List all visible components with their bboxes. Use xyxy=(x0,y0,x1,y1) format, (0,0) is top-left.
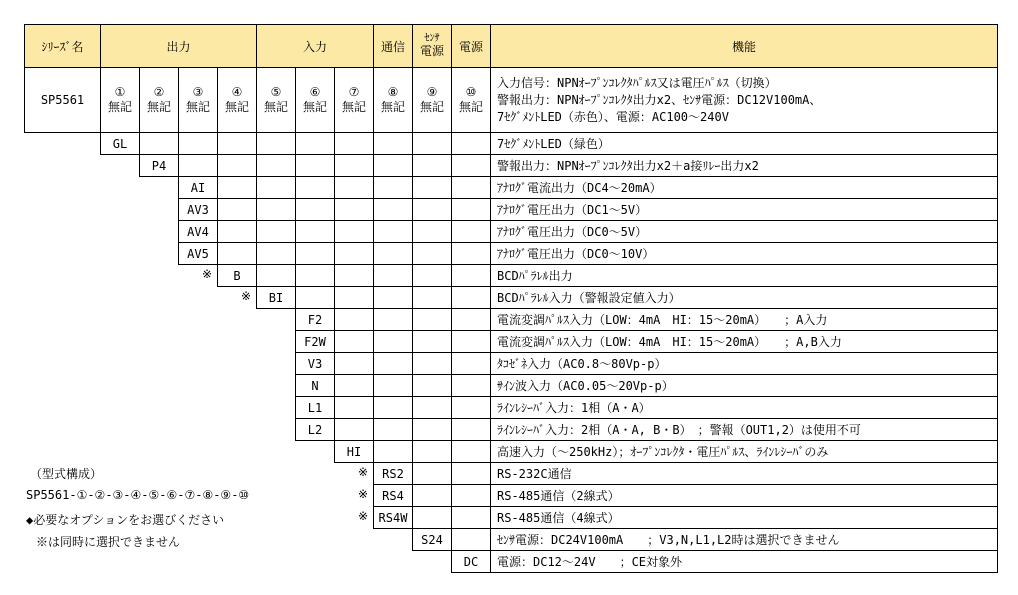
option-empty-cell xyxy=(373,198,413,221)
option-code: AI xyxy=(178,176,218,199)
option-code: BI xyxy=(256,286,296,309)
option-empty-cell xyxy=(217,220,257,243)
option-empty-cell xyxy=(334,418,374,441)
header-sensor-power-line2: 電源 xyxy=(419,44,444,58)
option-code: L1 xyxy=(295,396,335,419)
option-empty-cell xyxy=(451,462,491,485)
option-empty-cell xyxy=(217,132,257,155)
option-empty-cell xyxy=(178,154,218,177)
option-empty-cell xyxy=(256,264,296,287)
option-empty-cell xyxy=(412,264,452,287)
option-empty-cell xyxy=(412,374,452,397)
exclusive-mark: ※ xyxy=(202,267,213,281)
option-empty-cell xyxy=(373,176,413,199)
slot-number: ③ xyxy=(192,85,204,99)
option-empty-cell xyxy=(295,264,335,287)
option-function: ｱﾅﾛｸﾞ電流出力（DC4～20mA） xyxy=(490,176,998,199)
slot-number: ① xyxy=(114,85,126,99)
option-empty-cell xyxy=(451,286,491,309)
slot-default-value: 無記 xyxy=(302,100,327,114)
option-empty-cell xyxy=(373,286,413,309)
option-empty-cell xyxy=(295,154,335,177)
option-code: AV5 xyxy=(178,242,218,265)
base-function-line: 警報出力：NPNｵｰﾌﾟﾝｺﾚｸﾀ出力x2、ｾﾝｻ電源：DC12V100mA、 xyxy=(497,92,822,107)
option-empty-cell xyxy=(451,154,491,177)
option-empty-cell xyxy=(139,132,179,155)
slot-2-default xyxy=(139,67,179,133)
option-empty-cell xyxy=(412,132,452,155)
option-empty-cell xyxy=(256,220,296,243)
option-code: RS4W xyxy=(373,506,413,529)
option-empty-cell xyxy=(451,308,491,331)
option-empty-cell xyxy=(451,132,491,155)
option-empty-cell xyxy=(451,506,491,529)
slot-number: ② xyxy=(153,85,165,99)
option-function: ﾀｺｾﾞﾈ入力（AC0.8～80Vp-p） xyxy=(490,352,998,375)
option-empty-cell xyxy=(412,484,452,507)
option-empty-cell xyxy=(295,220,335,243)
option-function: RS-485通信（4線式） xyxy=(490,506,998,529)
option-code: DC xyxy=(451,550,491,573)
option-empty-cell xyxy=(334,242,374,265)
option-code: GL xyxy=(100,132,140,155)
notes-exclusive: ※は同時に選択できません xyxy=(36,535,181,549)
option-empty-cell xyxy=(451,264,491,287)
option-empty-cell xyxy=(373,396,413,419)
option-empty-cell xyxy=(451,198,491,221)
option-code: B xyxy=(217,264,257,287)
option-function: ﾗｲﾝﾚｼｰﾊﾞ入力：2相（A・A, B・B） ；警報（OUT1,2）は使用不可 xyxy=(490,418,998,441)
option-empty-cell xyxy=(412,352,452,375)
option-empty-cell xyxy=(295,286,335,309)
slot-default-value: 無記 xyxy=(341,100,366,114)
option-code: N xyxy=(295,374,335,397)
option-empty-cell xyxy=(334,176,374,199)
option-code: L2 xyxy=(295,418,335,441)
option-function: RS-485通信（2線式） xyxy=(490,484,998,507)
option-empty-cell xyxy=(373,418,413,441)
option-empty-cell xyxy=(334,154,374,177)
option-empty-cell xyxy=(334,396,374,419)
notes-title: （型式構成） xyxy=(30,467,103,481)
notes-model-format: SP5561-①-②-③-④-⑤-⑥-⑦-⑧-⑨-⑩ xyxy=(26,488,250,502)
option-empty-cell xyxy=(256,176,296,199)
option-empty-cell xyxy=(412,506,452,529)
option-code: P4 xyxy=(139,154,179,177)
slot-default-value: 無記 xyxy=(107,100,132,114)
option-empty-cell xyxy=(451,220,491,243)
slot-number: ⑨ xyxy=(426,85,438,99)
option-empty-cell xyxy=(412,330,452,353)
option-empty-cell xyxy=(334,198,374,221)
option-function: ﾗｲﾝﾚｼｰﾊﾞ入力：1相（A・A） xyxy=(490,396,998,419)
option-code: S24 xyxy=(412,528,452,551)
option-function: ｱﾅﾛｸﾞ電圧出力（DC0～5V） xyxy=(490,220,998,243)
slot-number: ④ xyxy=(231,85,243,99)
option-function: BCDﾊﾟﾗﾚﾙ出力 xyxy=(490,264,998,287)
option-empty-cell xyxy=(295,176,335,199)
slot-default-value: 無記 xyxy=(146,100,171,114)
option-function: ｾﾝｻ電源：DC24V100mA ；V3,N,L1,L2時は選択できません xyxy=(490,528,998,551)
notes-select-options: ◆必要なオプションをお選びください xyxy=(26,513,225,527)
option-empty-cell xyxy=(451,396,491,419)
option-empty-cell xyxy=(334,220,374,243)
header-power: 電源 xyxy=(451,24,491,68)
option-empty-cell xyxy=(217,198,257,221)
slot-default-value: 無記 xyxy=(224,100,249,114)
option-code: AV4 xyxy=(178,220,218,243)
option-function: 警報出力：NPNｵｰﾌﾟﾝｺﾚｸﾀ出力x2＋a接ﾘﾚｰ出力x2 xyxy=(490,154,998,177)
option-empty-cell xyxy=(451,242,491,265)
slot-7-default xyxy=(334,67,374,133)
option-empty-cell xyxy=(412,242,452,265)
option-empty-cell xyxy=(451,176,491,199)
option-empty-cell xyxy=(451,418,491,441)
option-empty-cell xyxy=(451,374,491,397)
base-function-line: 入力信号：NPNｵｰﾌﾟﾝｺﾚｸﾀﾊﾟﾙｽ又は電圧ﾊﾟﾙｽ（切換） xyxy=(497,75,777,90)
option-empty-cell xyxy=(217,242,257,265)
option-empty-cell xyxy=(412,154,452,177)
option-empty-cell xyxy=(451,528,491,551)
option-empty-cell xyxy=(412,418,452,441)
header-function: 機能 xyxy=(490,24,998,68)
slot-9-default xyxy=(412,67,452,133)
option-empty-cell xyxy=(412,198,452,221)
model-cell: SP5561 xyxy=(24,67,101,133)
option-function: ｱﾅﾛｸﾞ電圧出力（DC1～5V） xyxy=(490,198,998,221)
option-function: 電源：DC12～24V ；CE対象外 xyxy=(490,550,998,573)
option-empty-cell xyxy=(256,198,296,221)
slot-number: ⑥ xyxy=(309,85,321,99)
slot-number: ⑩ xyxy=(465,85,477,99)
header-series: ｼﾘｰｽﾞ名 xyxy=(24,24,101,68)
option-empty-cell xyxy=(217,176,257,199)
slot-1-default xyxy=(100,67,140,133)
option-empty-cell xyxy=(295,242,335,265)
option-empty-cell xyxy=(295,198,335,221)
option-function: 電流変調ﾊﾟﾙｽ入力（LOW：4mA HI：15～20mA） ；A入力 xyxy=(490,308,998,331)
option-empty-cell xyxy=(373,220,413,243)
option-empty-cell xyxy=(178,132,218,155)
base-function xyxy=(490,67,998,133)
option-code: HI xyxy=(334,440,374,463)
slot-10-default xyxy=(451,67,491,133)
option-empty-cell xyxy=(373,308,413,331)
option-empty-cell xyxy=(334,264,374,287)
option-code: F2W xyxy=(295,330,335,353)
option-empty-cell xyxy=(256,154,296,177)
option-code: AV3 xyxy=(178,198,218,221)
option-empty-cell xyxy=(451,330,491,353)
option-empty-cell xyxy=(256,132,296,155)
option-function: 7ｾｸﾞﾒﾝﾄLED（緑色） xyxy=(490,132,998,155)
option-empty-cell xyxy=(334,132,374,155)
option-empty-cell xyxy=(412,286,452,309)
slot-default-value: 無記 xyxy=(263,100,288,114)
option-empty-cell xyxy=(373,132,413,155)
header-input: 入力 xyxy=(256,24,374,68)
option-function: BCDﾊﾟﾗﾚﾙ入力（警報設定値入力） xyxy=(490,286,998,309)
option-function: 電流変調ﾊﾟﾙｽ入力（LOW：4mA HI：15～20mA） ；A,B入力 xyxy=(490,330,998,353)
option-empty-cell xyxy=(451,352,491,375)
option-empty-cell xyxy=(373,352,413,375)
option-empty-cell xyxy=(373,264,413,287)
header-sensor-power xyxy=(412,24,452,68)
base-function-line: 7ｾｸﾞﾒﾝﾄLED（赤色）、電源：AC100～240V xyxy=(497,109,729,124)
slot-6-default xyxy=(295,67,335,133)
slot-4-default xyxy=(217,67,257,133)
option-empty-cell xyxy=(334,352,374,375)
option-empty-cell xyxy=(412,308,452,331)
option-empty-cell xyxy=(334,286,374,309)
header-sensor-power-line1: ｾﾝｻ xyxy=(424,33,440,44)
option-empty-cell xyxy=(412,440,452,463)
slot-5-default xyxy=(256,67,296,133)
option-empty-cell xyxy=(451,440,491,463)
option-function: 高速入力（～250kHz）；ｵｰﾌﾟﾝｺﾚｸﾀ・電圧ﾊﾟﾙｽ、ﾗｲﾝﾚｼｰﾊﾞのみ xyxy=(490,440,998,463)
option-function: RS-232C通信 xyxy=(490,462,998,485)
option-empty-cell xyxy=(334,330,374,353)
option-empty-cell xyxy=(373,242,413,265)
option-code: F2 xyxy=(295,308,335,331)
option-empty-cell xyxy=(373,154,413,177)
slot-3-default xyxy=(178,67,218,133)
slot-default-value: 無記 xyxy=(380,100,405,114)
exclusive-mark: ※ xyxy=(358,509,369,523)
option-code: V3 xyxy=(295,352,335,375)
option-function: ｱﾅﾛｸﾞ電圧出力（DC0～10V） xyxy=(490,242,998,265)
slot-default-value: 無記 xyxy=(185,100,210,114)
exclusive-mark: ※ xyxy=(358,487,369,501)
slot-8-default xyxy=(373,67,413,133)
exclusive-mark: ※ xyxy=(241,289,252,303)
option-code: RS2 xyxy=(373,462,413,485)
option-empty-cell xyxy=(412,396,452,419)
slot-number: ⑧ xyxy=(387,85,399,99)
option-empty-cell xyxy=(217,154,257,177)
option-empty-cell xyxy=(295,132,335,155)
option-empty-cell xyxy=(373,440,413,463)
header-comm: 通信 xyxy=(373,24,413,68)
option-empty-cell xyxy=(451,484,491,507)
option-empty-cell xyxy=(412,462,452,485)
option-empty-cell xyxy=(412,220,452,243)
slot-number: ⑦ xyxy=(348,85,360,99)
option-empty-cell xyxy=(256,242,296,265)
option-empty-cell xyxy=(334,374,374,397)
option-empty-cell xyxy=(412,176,452,199)
option-empty-cell xyxy=(334,308,374,331)
option-empty-cell xyxy=(373,374,413,397)
option-empty-cell xyxy=(373,330,413,353)
slot-default-value: 無記 xyxy=(458,100,483,114)
exclusive-mark: ※ xyxy=(358,465,369,479)
slot-default-value: 無記 xyxy=(419,100,444,114)
slot-number: ⑤ xyxy=(270,85,282,99)
option-function: ｻｲﾝ波入力（AC0.05～20Vp-p） xyxy=(490,374,998,397)
option-code: RS4 xyxy=(373,484,413,507)
header-output: 出力 xyxy=(100,24,257,68)
